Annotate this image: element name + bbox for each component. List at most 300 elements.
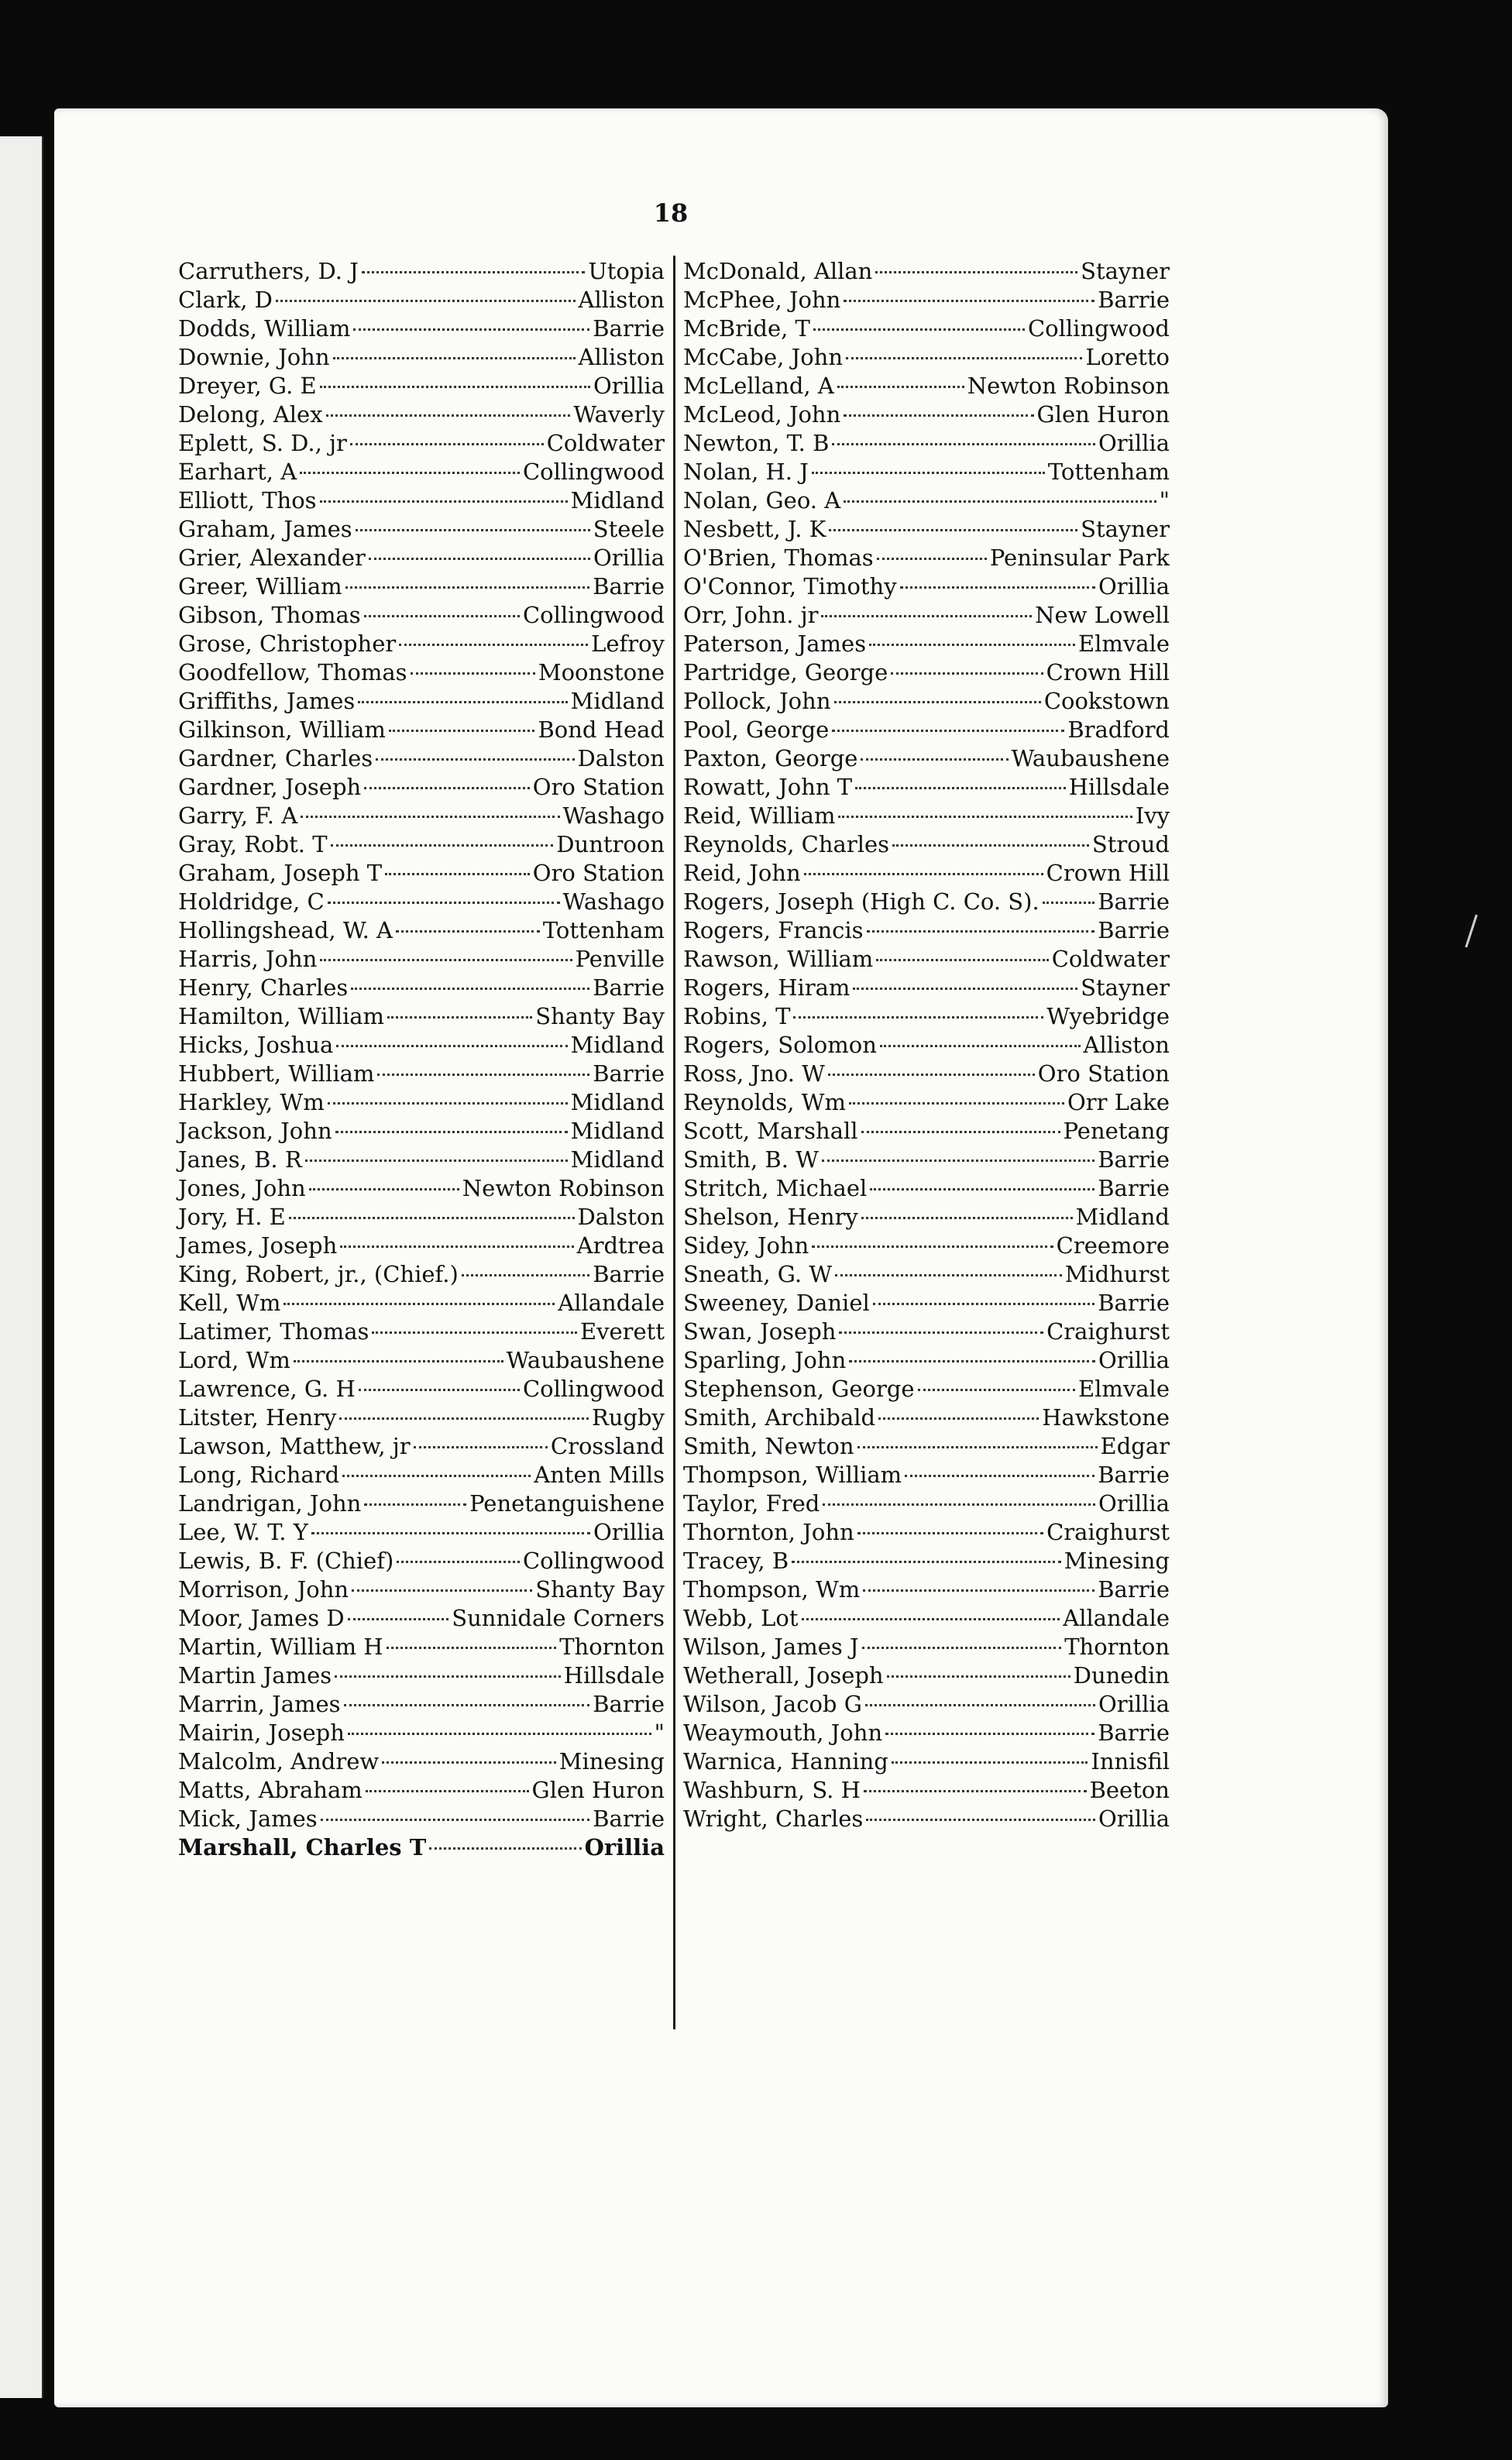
directory-entry: [683, 1203, 1170, 1232]
entry-place: Anten Mills: [534, 1462, 665, 1488]
entry-name: Rawson, William: [683, 946, 874, 972]
entry-place: Alliston: [1083, 1032, 1170, 1058]
entry-name: Lewis, B. F. (Chief): [178, 1548, 394, 1574]
directory-entry: [683, 744, 1170, 773]
entry-place: Orillia: [593, 1519, 665, 1545]
directory-entry: [683, 687, 1170, 716]
entry-place: Peninsular Park: [989, 545, 1170, 571]
directory-entry: [178, 572, 665, 601]
entry-name: Janes, B. R: [178, 1146, 302, 1173]
directory-entry: [683, 1575, 1170, 1604]
directory-entry: [178, 945, 665, 974]
entry-place: Hillsdale: [1068, 774, 1170, 800]
dot-leader: [362, 271, 585, 273]
entry-place: Orillia: [1098, 1805, 1170, 1832]
entry-name: Sneath, G. W: [683, 1261, 833, 1287]
entry-name: Reynolds, Charles: [683, 831, 890, 857]
entry-place: Tottenham: [1047, 459, 1170, 485]
directory-entry: [178, 802, 665, 830]
entry-place: Stayner: [1081, 258, 1170, 284]
dot-leader: [869, 644, 1075, 646]
entry-name: Harris, John: [178, 946, 318, 972]
entry-place: Allandale: [1063, 1605, 1170, 1631]
dot-leader: [351, 988, 589, 990]
entry-place: Midland: [1075, 1204, 1170, 1230]
dot-leader: [802, 1618, 1060, 1620]
directory-entry: [683, 830, 1170, 859]
entry-place: Dunedin: [1073, 1662, 1170, 1689]
dot-leader: [320, 959, 572, 961]
dot-leader: [844, 500, 1156, 503]
entry-place: Hillsdale: [563, 1662, 665, 1689]
entry-place: Barrie: [1098, 1175, 1170, 1201]
directory-entry: [683, 716, 1170, 744]
entry-name: Morrison, John: [178, 1576, 349, 1603]
dot-leader: [289, 1217, 575, 1219]
dot-leader: [320, 386, 590, 388]
directory-entry: [683, 601, 1170, 630]
entry-place: Barrie: [593, 1060, 665, 1087]
entry-place: Utopia: [588, 258, 665, 284]
dot-leader: [891, 672, 1043, 675]
entry-name: Griffiths, James: [178, 688, 356, 714]
entry-place: Barrie: [1098, 1146, 1170, 1173]
dot-leader: [366, 1790, 529, 1792]
directory-entry: [683, 1805, 1170, 1833]
dot-leader: [294, 1360, 503, 1362]
entry-name: Rogers, Solomon: [683, 1032, 877, 1058]
entry-place: Midland: [570, 487, 665, 514]
dot-leader: [344, 1704, 590, 1706]
directory-entry: [178, 1776, 665, 1805]
directory-entry: [178, 1031, 665, 1060]
dot-leader: [892, 1761, 1088, 1764]
entry-place: Wyebridge: [1046, 1003, 1170, 1029]
directory-entry: [178, 1604, 665, 1633]
directory-entry: [683, 1318, 1170, 1346]
dot-leader: [276, 300, 576, 302]
entry-place: Creemore: [1056, 1232, 1170, 1259]
dot-leader: [350, 443, 544, 445]
entry-name: Reid, William: [683, 802, 836, 829]
entry-name: Mairin, Joseph: [178, 1720, 345, 1746]
directory-entry: [178, 974, 665, 1002]
directory-entry: [683, 1661, 1170, 1690]
dot-leader: [793, 1016, 1043, 1019]
entry-name: Orr, John. jr: [683, 602, 819, 628]
entry-name: Smith, Newton: [683, 1433, 854, 1459]
dot-leader: [829, 529, 1077, 531]
directory-entry: [178, 429, 665, 458]
dot-leader: [857, 1532, 1043, 1534]
directory-entry: [178, 1404, 665, 1432]
dot-leader: [838, 816, 1132, 818]
entry-name: Hamilton, William: [178, 1003, 385, 1029]
directory-entry: [683, 314, 1170, 343]
entry-name: Rowatt, John T: [683, 774, 853, 800]
entry-name: Jory, H. E: [178, 1204, 286, 1230]
dot-leader: [376, 758, 574, 761]
dot-leader: [372, 1331, 577, 1334]
entry-place: Alliston: [578, 344, 665, 370]
entry-name: Holdridge, C: [178, 888, 325, 915]
entry-name: Stritch, Michael: [683, 1175, 868, 1201]
dot-leader: [804, 873, 1043, 875]
entry-name: Wilson, Jacob G: [683, 1691, 862, 1717]
entry-name: McLelland, A: [683, 373, 834, 399]
dot-leader: [873, 1303, 1094, 1305]
entry-name: Martin James: [178, 1662, 332, 1689]
dot-leader: [301, 816, 559, 818]
directory-entry: [683, 802, 1170, 830]
entry-place: Newton Robinson: [462, 1175, 665, 1201]
entry-place: Lefroy: [591, 630, 665, 657]
entry-name: Lawrence, G. H: [178, 1376, 356, 1402]
directory-entry: [178, 1117, 665, 1146]
directory-entry: [683, 1633, 1170, 1661]
entry-name: Reid, John: [683, 860, 801, 886]
entry-name: Smith, B. W: [683, 1146, 819, 1173]
entry-name: Paxton, George: [683, 745, 858, 771]
dot-leader: [348, 1733, 651, 1735]
entry-name: Swan, Joseph: [683, 1318, 837, 1345]
directory-entry: [178, 1719, 665, 1747]
entry-place: Crossland: [550, 1433, 665, 1459]
entry-name: Nolan, Geo. A: [683, 487, 841, 514]
directory-entry: [683, 1461, 1170, 1489]
left-column: [178, 257, 665, 1862]
entry-place: Oro Station: [532, 774, 665, 800]
entry-place: Sunnidale Corners: [452, 1605, 665, 1631]
directory-entry: [178, 400, 665, 429]
directory-entry: [683, 286, 1170, 314]
entry-name: Smith, Archibald: [683, 1404, 876, 1431]
entry-name: Delong, Alex: [178, 401, 323, 428]
entry-name: James, Joseph: [178, 1232, 338, 1259]
directory-entry: [683, 859, 1170, 888]
entry-name: Thompson, William: [683, 1462, 902, 1488]
dot-leader: [863, 1589, 1094, 1592]
entry-place: Craighurst: [1046, 1318, 1170, 1345]
dot-leader: [885, 1733, 1094, 1735]
directory-entry: [683, 1375, 1170, 1404]
entry-place: Midhurst: [1064, 1261, 1170, 1287]
entry-place: Elmvale: [1077, 1376, 1170, 1402]
directory-entry: [178, 372, 665, 400]
entry-place: Orillia: [1098, 573, 1170, 600]
dot-leader: [340, 1245, 573, 1248]
entry-name: Webb, Lot: [683, 1605, 799, 1631]
dot-leader: [918, 1389, 1075, 1391]
directory-entry: [178, 1375, 665, 1404]
entry-place: Barrie: [593, 1261, 665, 1287]
entry-name: Jackson, John: [178, 1118, 332, 1144]
directory-entry: [178, 1002, 665, 1031]
entry-place: Midland: [570, 1146, 665, 1173]
dot-leader: [864, 1790, 1087, 1792]
entry-place: Midland: [570, 1089, 665, 1115]
directory-entry: [683, 400, 1170, 429]
entry-place: Glen Huron: [1036, 401, 1170, 428]
directory-entry: [683, 1518, 1170, 1547]
entry-name: Grose, Christopher: [178, 630, 397, 657]
directory-entry: [178, 486, 665, 515]
dot-leader: [855, 787, 1066, 789]
dot-leader: [878, 1417, 1039, 1420]
dot-leader: [861, 1131, 1060, 1133]
entry-name: Wright, Charles: [683, 1805, 864, 1832]
entry-name: Stephenson, George: [683, 1376, 915, 1402]
entry-name: Warnica, Hanning: [683, 1748, 888, 1775]
directory-entry: [683, 1547, 1170, 1575]
entry-place: Orillia: [593, 545, 665, 571]
directory-entry: [683, 429, 1170, 458]
entry-name: McCabe, John: [683, 344, 844, 370]
directory-entry: [683, 945, 1170, 974]
entry-name: Dodds, William: [178, 315, 351, 342]
entry-place: Barrie: [1098, 1720, 1170, 1746]
entry-place: Barrie: [1098, 1576, 1170, 1603]
directory-entry: [683, 1776, 1170, 1805]
entry-name: Weaymouth, John: [683, 1720, 883, 1746]
dot-leader: [305, 1160, 568, 1162]
entry-place: Thornton: [559, 1634, 665, 1660]
entry-place: Shanty Bay: [535, 1003, 665, 1029]
entry-place: Stayner: [1081, 516, 1170, 542]
directory-entry: [683, 658, 1170, 687]
entry-name: Marrin, James: [178, 1691, 341, 1717]
entry-place: Waubaushene: [506, 1347, 665, 1373]
dot-leader: [857, 1446, 1098, 1448]
entry-place: Stroud: [1091, 831, 1170, 857]
entry-place: Penetanguishene: [469, 1490, 665, 1517]
dot-leader: [877, 558, 987, 560]
entry-name: Washburn, S. H: [683, 1777, 861, 1803]
entry-place: Waverly: [573, 401, 665, 428]
dot-leader: [331, 844, 554, 847]
directory-entry: [683, 1002, 1170, 1031]
entry-name: Long, Richard: [178, 1462, 340, 1488]
entry-name: Wetherall, Joseph: [683, 1662, 884, 1689]
directory-entry: [683, 544, 1170, 572]
dot-leader: [326, 414, 571, 417]
entry-name: Downie, John: [178, 344, 330, 370]
dot-leader: [356, 529, 590, 531]
directory-entry: [178, 1060, 665, 1088]
directory-entry: [683, 1489, 1170, 1518]
entry-name: Moor, James D: [178, 1605, 345, 1631]
entry-name: Gray, Robt. T: [178, 831, 328, 857]
directory-entry: [683, 1232, 1170, 1260]
dot-leader: [385, 873, 530, 875]
entry-name: Sparling, John: [683, 1347, 847, 1373]
directory-entry: [683, 1432, 1170, 1461]
dot-leader: [335, 1131, 568, 1133]
entry-name: Scott, Marshall: [683, 1118, 858, 1144]
entry-name: Harkley, Wm: [178, 1089, 325, 1115]
dot-leader: [861, 1217, 1073, 1219]
entry-name: Marshall, Charles T: [178, 1834, 427, 1860]
entry-place: Penville: [575, 946, 665, 972]
entry-place: Dalston: [577, 1204, 665, 1230]
adjacent-page-edge: [0, 136, 43, 2398]
directory-entry: [683, 1060, 1170, 1088]
entry-place: Bradford: [1067, 716, 1170, 743]
entry-place: Thornton: [1064, 1634, 1170, 1660]
directory-entry: [178, 1260, 665, 1289]
entry-place: Barrie: [593, 573, 665, 600]
directory-entry: [683, 458, 1170, 486]
entry-name: Partridge, George: [683, 659, 888, 685]
directory-entry: [178, 1805, 665, 1833]
dot-leader: [849, 1360, 1095, 1362]
entry-place: Barrie: [1098, 1290, 1170, 1316]
entry-place: ": [654, 1720, 665, 1746]
entry-name: Hubbert, William: [178, 1060, 375, 1087]
directory-entry: [683, 1346, 1170, 1375]
entry-name: Clark, D: [178, 287, 273, 313]
entry-name: Graham, Joseph T: [178, 860, 383, 886]
dot-leader: [345, 586, 590, 589]
directory-entry: [178, 1146, 665, 1174]
entry-name: Matts, Abraham: [178, 1777, 363, 1803]
entry-place: Oro Station: [532, 860, 665, 886]
entry-name: Sidey, John: [683, 1232, 809, 1259]
entry-place: Tottenham: [542, 917, 665, 943]
entry-place: Alliston: [578, 287, 665, 313]
entry-place: Midland: [570, 1118, 665, 1144]
directory-entry: [683, 773, 1170, 802]
entry-place: Beeton: [1089, 1777, 1170, 1803]
entry-place: Orillia: [1098, 1347, 1170, 1373]
entry-name: Ross, Jno. W: [683, 1060, 825, 1087]
dot-leader: [875, 271, 1077, 273]
entry-place: Steele: [593, 516, 665, 542]
entry-name: Rogers, Joseph (High C. Co. S).: [683, 888, 1040, 915]
dot-leader: [387, 1647, 557, 1649]
entry-place: Barrie: [593, 315, 665, 342]
entry-name: Nesbett, J. K: [683, 516, 826, 542]
directory-entry: [178, 888, 665, 916]
dot-leader: [844, 300, 1094, 302]
directory-entry: [178, 1432, 665, 1461]
directory-entry: [683, 888, 1170, 916]
entry-place: Midland: [570, 1032, 665, 1058]
directory-entry: [178, 286, 665, 314]
directory-entry: [683, 630, 1170, 658]
entry-place: Barrie: [593, 1805, 665, 1832]
directory-entry: [178, 1461, 665, 1489]
directory-entry: [178, 544, 665, 572]
entry-place: Oro Station: [1037, 1060, 1170, 1087]
dot-leader: [823, 1503, 1095, 1506]
column-divider: [673, 256, 675, 2029]
entry-place: Cookstown: [1043, 688, 1170, 714]
dot-leader: [377, 1074, 589, 1076]
dot-leader: [396, 930, 540, 933]
directory-entry: [178, 744, 665, 773]
entry-name: Grier, Alexander: [178, 545, 366, 571]
entry-name: McLeod, John: [683, 401, 841, 428]
directory-entry: [178, 458, 665, 486]
entry-name: Lord, Wm: [178, 1347, 290, 1373]
entry-name: Gibson, Thomas: [178, 602, 361, 628]
entry-name: Wilson, James J: [683, 1634, 859, 1660]
entry-place: Ardtrea: [576, 1232, 665, 1259]
dot-leader: [336, 1045, 567, 1047]
dot-leader: [835, 1274, 1062, 1276]
dot-leader: [348, 1618, 449, 1620]
entry-name: Mick, James: [178, 1805, 318, 1832]
entry-place: Coldwater: [546, 430, 665, 456]
dot-leader: [821, 615, 1032, 617]
entry-place: Collingwood: [522, 1548, 665, 1574]
directory-entry: [178, 1547, 665, 1575]
dot-leader: [353, 328, 589, 331]
dot-leader: [339, 1417, 589, 1420]
dot-leader: [321, 1819, 590, 1821]
directory-entry: [178, 658, 665, 687]
entry-place: Barrie: [593, 974, 665, 1001]
dot-leader: [309, 1188, 459, 1190]
entry-place: Orr Lake: [1067, 1089, 1170, 1115]
entry-place: Washago: [562, 888, 665, 915]
page-number: 18: [653, 198, 689, 228]
entry-name: Litster, Henry: [178, 1404, 337, 1431]
dot-leader: [828, 1074, 1035, 1076]
entry-place: Duntroon: [556, 831, 665, 857]
directory-entry: [683, 486, 1170, 515]
entry-name: Graham, James: [178, 516, 352, 542]
dot-leader: [865, 1704, 1095, 1706]
dot-leader: [358, 701, 567, 703]
entry-place: Glen Huron: [531, 1777, 665, 1803]
entry-place: Barrie: [1098, 287, 1170, 313]
dot-leader: [849, 1102, 1064, 1105]
entry-place: Orillia: [593, 373, 665, 399]
dot-leader: [862, 1647, 1062, 1649]
entry-name: Newton, T. B: [683, 430, 830, 456]
directory-entry: [178, 916, 665, 945]
directory-entry: [178, 1690, 665, 1719]
dot-leader: [853, 988, 1077, 990]
entry-name: Rogers, Francis: [683, 917, 864, 943]
dot-leader: [399, 644, 588, 646]
directory-entry: [178, 1747, 665, 1776]
entry-place: Stayner: [1081, 974, 1170, 1001]
entry-place: Collingwood: [522, 459, 665, 485]
dot-leader: [832, 443, 1095, 445]
dot-leader: [414, 1446, 548, 1448]
entry-name: Henry, Charles: [178, 974, 349, 1001]
directory-entry: [178, 1346, 665, 1375]
entry-name: Earhart, A: [178, 459, 297, 485]
directory-entry: [178, 601, 665, 630]
entry-name: Landrigan, John: [178, 1490, 362, 1517]
dot-leader: [837, 386, 964, 388]
dot-leader: [876, 959, 1048, 961]
entry-place: Midland: [570, 688, 665, 714]
dot-leader: [429, 1847, 581, 1850]
directory-entry: [178, 687, 665, 716]
dot-leader: [300, 472, 520, 474]
dot-leader: [359, 1389, 520, 1391]
directory-entry: [683, 1404, 1170, 1432]
entry-name: King, Robert, jr., (Chief.): [178, 1261, 459, 1287]
dot-leader: [328, 1102, 568, 1105]
directory-entry: [178, 1833, 665, 1862]
directory-entry: [178, 1489, 665, 1518]
